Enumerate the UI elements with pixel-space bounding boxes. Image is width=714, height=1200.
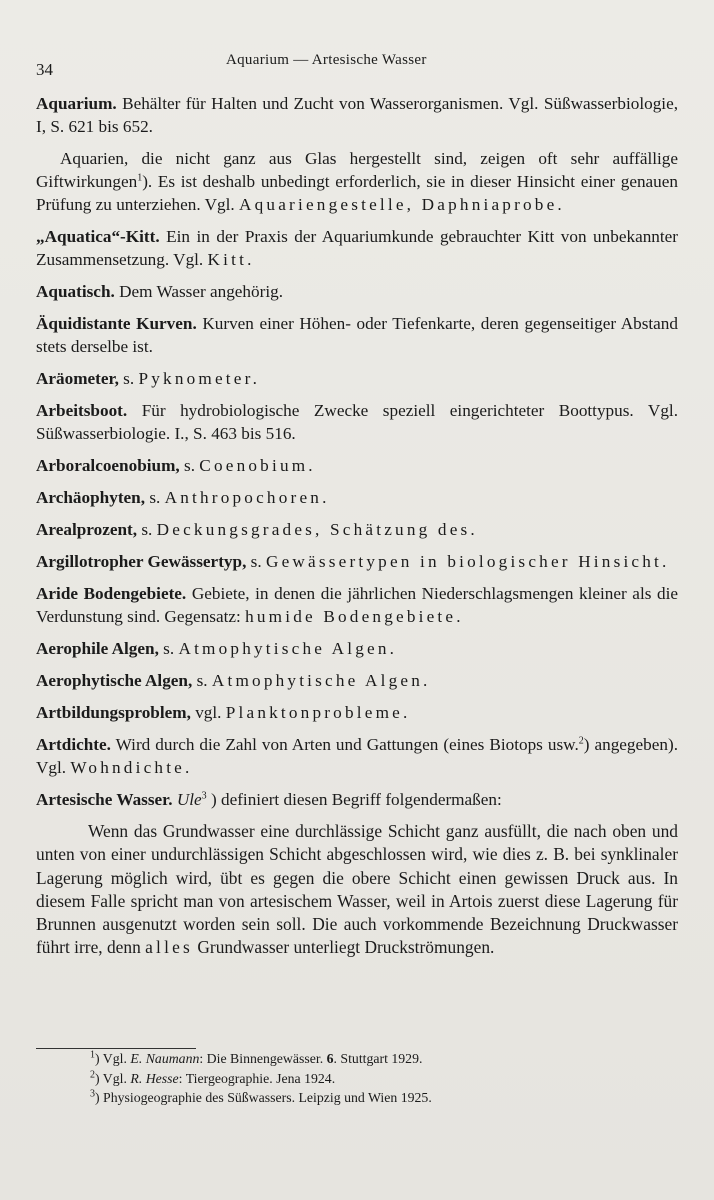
headword: Aerophile Algen, [36,639,159,658]
footnote-volume: 6 [326,1051,334,1066]
entry-text: Aquarien, die nicht ganz aus Glas hergestellt sind, zeigen oft sehr auffällige Giftwirkungen [36,149,678,191]
headword: Aräometer, [36,369,119,388]
entry-text: s. [149,488,165,507]
cross-reference: Anthropochoren. [164,488,330,507]
entry-text: s. [123,369,139,388]
entry-text: ) angegeben). Vgl. [36,735,678,777]
entry-text: Kurven einer Höhen- oder Tiefenkarte, deren gegenseitiger Abstand stets derselbe ist. [36,314,678,356]
entry-text: ) definiert diesen Begriff folgendermaßen: [210,790,502,809]
entry-araeometer [36,367,678,390]
headword: Arboralcoenobium, [36,456,180,475]
author-name: Ule [176,790,202,809]
headword: Arbeitsboot. [36,401,128,420]
entry-text: Dem Wasser angehörig. [119,282,284,301]
entry-aerophile-algen [36,637,678,660]
cross-reference: Pyknometer. [138,369,261,388]
footnote-text: . Stuttgart 1929. [333,1051,423,1066]
entry-aquarium [36,92,678,138]
entry-aquatica-kitt [36,225,678,271]
entry-text: Behälter für Halten und Zucht von Wasserorganismen. Vgl. Süßwasserbiologie, I, S. 621 bis 652. [36,94,679,136]
headword: Aerophytische Algen, [36,671,193,690]
entry-argillotropher-gewaessertyp [36,550,678,573]
footnote [36,1049,678,1069]
cross-reference: Atmophytische Algen. [178,639,398,658]
entry-text: s. [196,671,212,690]
entry-aride-bodengebiete [36,582,678,628]
emphasis: alles [145,937,194,958]
headword: Artdichte. [36,735,111,754]
entry-artdichte [36,733,678,779]
footnote-ref: 2 [578,735,584,747]
entry-text: Gebiete, in denen die jährlichen Niederschlagsmengen kleiner als die Verdunstung sind. Gegensatz: [36,584,678,626]
cross-reference: Aquariengestelle, Daphniaprobe. [239,195,565,214]
entry-aquatisch [36,280,678,303]
footnote-mark: 2 [90,1068,95,1080]
page-number: 34 [36,60,53,79]
quote-text: Grundwasser unterliegt Druckströmungen. [193,937,495,958]
headword: Äquidistante Kurven. [36,314,197,333]
headword: Artbildungsproblem, [36,703,191,722]
entry-artbildungsproblem [36,701,678,724]
footnote-text: ) Vgl. [95,1051,131,1066]
page-body [36,92,678,972]
entry-arbeitsboot [36,399,678,445]
entry-arboralcoenobium [36,454,678,477]
cross-reference: Deckungsgrades, Schätzung des. [156,520,478,539]
headword: Artesische Wasser. [36,790,173,809]
cross-reference: Gewässertypen in biologischer Hinsicht. [265,552,670,571]
entry-text: s. [184,456,200,475]
quote-text: Wenn das Grundwasser eine durchlässige Schicht ganz ausfüllt, die nach oben und unten von einer undurchlässigen Schicht abgeschlossen wird, wie dies z. B. bei synklinaler Lagerung möglich wird, übt es gegen die obere Schicht einen gewissen Druck aus. In diesem Falle spricht man von artesischem Wasser, weil in Artois zuerst diese Lagerung für Brunnen ausgenutzt worden sein soll. Die auch vorkommende Bezeichnung Druckwasser führt irre, denn [36,821,678,958]
footnote [36,1088,678,1108]
headword: Archäophyten, [36,488,146,507]
footnote-mark: 1 [90,1049,95,1061]
entry-text: s. [163,639,179,658]
footnote-ref: 1 [137,172,143,184]
entry-text: Ein in der Praxis der Aquariumkunde gebrauchter Kitt von unbekannter Zusammensetzung. Vgl. [36,227,679,269]
headword: Aride Bodengebiete. [36,584,187,603]
footnote-text: ) Vgl. [95,1070,131,1086]
running-title: Aquarium — Artesische Wasser [226,52,427,68]
entry-text: s. [250,552,266,571]
entry-text: vgl. [195,703,226,722]
footnote-text: ) Physiogeographie des Süßwassers. Leipzig und Wien 1925. [95,1090,432,1105]
entry-artesische-wasser [36,788,678,811]
cross-reference: Kitt. [207,250,255,269]
entry-text: ). Es ist deshalb unbedingt erforderlich, sie in dieser Hinsicht einer genauen Prüfung zu unterziehen. Vgl. [36,172,678,214]
block-quote [36,820,678,960]
cross-reference: Planktonprobleme. [225,703,411,722]
footnote-text: : Die Binnengewässer. [199,1051,327,1066]
page-header [36,52,678,79]
cross-reference: Wohndichte. [70,758,193,777]
footnote-ref: 3 [201,790,207,802]
entry-aquarien-paragraph [36,147,678,216]
headword: Argillotropher Gewässertyp, [36,552,247,571]
headword: Arealprozent, [36,520,138,539]
cross-reference: Coenobium. [199,456,316,475]
footnote-text: : Tiergeographie. Jena 1924. [178,1070,336,1086]
headword: „Aquatica“-Kitt. [36,227,160,246]
cross-reference: Atmophytische Algen. [211,671,431,690]
headword: Aquarium. [36,94,117,113]
entry-aequidistante-kurven [36,312,678,358]
entry-text: Für hydrobiologische Zwecke speziell eingerichteter Boottypus. Vgl. Süßwasserbiologie. I., S. 463 bis 516. [36,401,678,443]
footnotes [36,1042,678,1108]
footnote-author: R. Hesse [130,1070,179,1086]
entry-archaeophyten [36,486,678,509]
entry-arealprozent [36,518,678,541]
footnote-author: E. Naumann [130,1051,200,1066]
cross-reference: humide Bodengebiete. [245,607,464,626]
entry-text: Wird durch die Zahl von Arten und Gattungen (eines Biotops usw. [115,735,579,754]
entry-text: s. [141,520,157,539]
footnote [36,1069,678,1089]
footnote-mark: 3 [90,1088,95,1100]
entry-aerophytische-algen [36,669,678,692]
headword: Aquatisch. [36,282,115,301]
